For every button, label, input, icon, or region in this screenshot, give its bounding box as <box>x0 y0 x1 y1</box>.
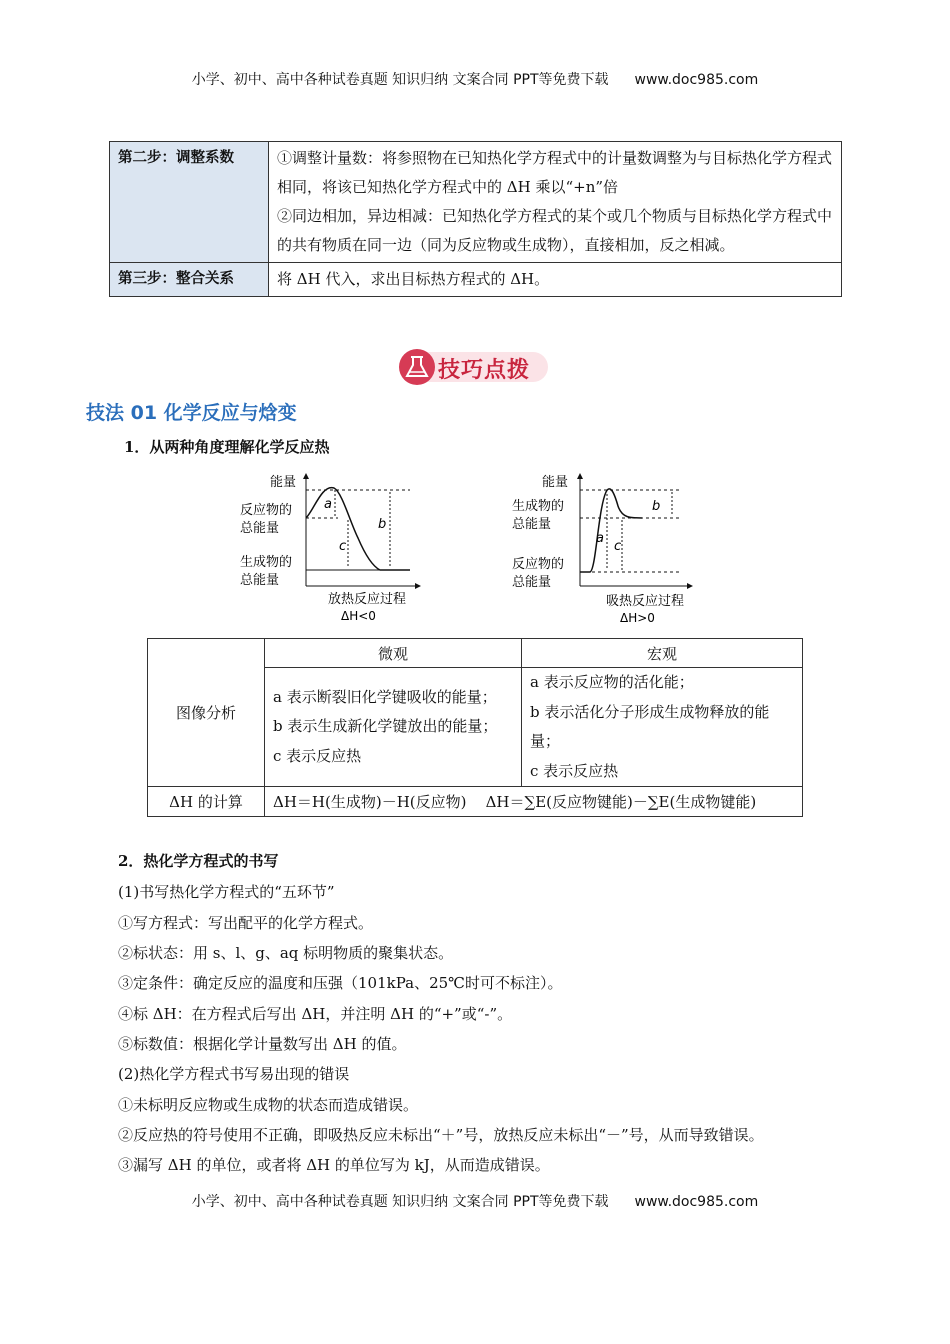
step2-label: 第二步：调整系数 <box>110 142 269 263</box>
step2-point2: ②同边相加，异边相减：已知热化学方程式的某个或几个物质与目标热化学方程式中的共有物质在同一边（同为反应物或生成物），直接相加，反之相减。 <box>277 207 833 254</box>
svg-text:总能量: 总能量 <box>512 517 552 532</box>
svg-text:ΔH>0: ΔH>0 <box>620 611 655 625</box>
section-title: 技法 01 化学反应与焓变 <box>86 402 297 424</box>
col-header-micro: 微观 <box>265 639 522 668</box>
header-url[interactable]: www.doc985.com <box>634 72 759 88</box>
svg-text:ΔH<0: ΔH<0 <box>341 609 376 623</box>
svg-text:b: b <box>378 517 387 532</box>
footer-url[interactable]: www.doc985.com <box>634 1194 759 1210</box>
badge-text: 技巧点拨 <box>438 358 531 383</box>
y-axis-label: 能量 <box>270 475 297 490</box>
step2-content <box>269 142 842 263</box>
row-label-analysis: 图像分析 <box>148 639 265 787</box>
micro-analysis: a 表示断裂旧化学键吸收的能量； b 表示生成新化学键放出的能量； c 表示反应热 <box>265 668 522 787</box>
tips-badge <box>398 348 550 386</box>
list-item: ②标状态：用 s、l、g、aq 标明物质的聚集状态。 <box>118 944 454 962</box>
subheading-2: (2)热化学方程式书写易出现的错误 <box>118 1065 350 1083</box>
steps-table <box>109 141 842 297</box>
y-axis-label: 能量 <box>542 475 569 490</box>
energy-curve <box>306 488 410 570</box>
svg-text:放热反应过程: 放热反应过程 <box>328 592 407 607</box>
step2-point1: ①调整计量数：将参照物在已知热化学方程式中的计量数调整为与目标热化学方程式相同，将该已知热化学方程式中的 ΔH 乘以“+n”倍 <box>277 149 833 196</box>
svg-text:c: c <box>614 539 622 554</box>
svg-text:b: b <box>652 499 661 514</box>
svg-text:a: a <box>324 497 332 512</box>
list-item: ①未标明反应物或生成物的状态而造成错误。 <box>118 1096 419 1114</box>
step3-content: 将 ΔH 代入，求出目标热方程式的 ΔH。 <box>269 263 842 297</box>
svg-text:反应物的: 反应物的 <box>240 503 293 518</box>
heading-1: 1．从两种角度理解化学反应热 <box>124 438 330 456</box>
step3-label: 第三步：整合关系 <box>110 263 269 297</box>
page-footer <box>0 1191 950 1211</box>
svg-text:生成物的: 生成物的 <box>512 499 565 514</box>
page-header <box>0 69 950 89</box>
subheading-1: (1)书写热化学方程式的“五环节” <box>118 883 335 901</box>
header-text: 小学、初中、高中各种试卷真题 知识归纳 文案合同 PPT等免费下载 <box>191 72 609 88</box>
energy-curve <box>580 489 642 572</box>
row-label-calc: ΔH 的计算 <box>148 787 265 817</box>
svg-text:a: a <box>596 531 604 546</box>
calc-formulas: ΔH＝H(生成物)－H(反应物) ΔH＝∑E(反应物键能)－∑E(生成物键能) <box>265 787 803 817</box>
list-item: ①写方程式：写出配平的化学方程式。 <box>118 914 374 932</box>
svg-text:生成物的: 生成物的 <box>240 555 293 570</box>
macro-analysis: a 表示反应物的活化能； b 表示活化分子形成生成物释放的能量； c 表示反应热 <box>522 668 803 787</box>
exothermic-diagram <box>238 470 443 630</box>
heading-2: 2．热化学方程式的书写 <box>118 852 279 870</box>
svg-text:c: c <box>339 539 347 554</box>
analysis-table <box>147 638 803 817</box>
list-item: ⑤标数值：根据化学计量数写出 ΔH 的值。 <box>118 1035 407 1053</box>
svg-text:总能量: 总能量 <box>240 573 280 588</box>
list-item: ②反应热的符号使用不正确，即吸热反应未标出“＋”号，放热反应未标出“－”号，从而导致错误。 <box>118 1126 764 1144</box>
col-header-macro: 宏观 <box>522 639 803 668</box>
svg-text:总能量: 总能量 <box>512 575 552 590</box>
endothermic-diagram <box>510 470 715 630</box>
svg-text:总能量: 总能量 <box>240 521 280 536</box>
list-item: ③漏写 ΔH 的单位，或者将 ΔH 的单位写为 kJ，从而造成错误。 <box>118 1156 550 1174</box>
footer-text: 小学、初中、高中各种试卷真题 知识归纳 文案合同 PPT等免费下载 <box>191 1194 609 1210</box>
svg-text:反应物的: 反应物的 <box>512 557 565 572</box>
svg-text:吸热反应过程: 吸热反应过程 <box>606 594 685 609</box>
list-item: ④标 ΔH：在方程式后写出 ΔH，并注明 ΔH 的“+”或“-”。 <box>118 1005 513 1023</box>
list-item: ③定条件：确定反应的温度和压强（101kPa、25℃时可不标注）。 <box>118 974 563 992</box>
